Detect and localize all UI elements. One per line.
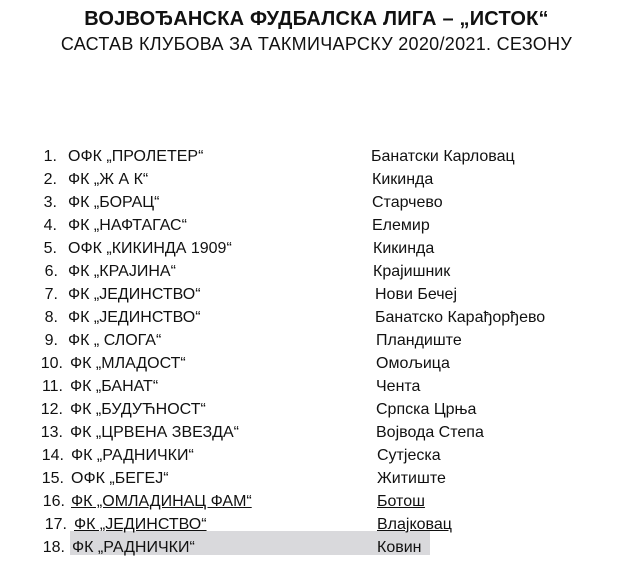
club-name: ФК „БАНАТ“ <box>70 378 159 395</box>
club-town: Војвода Степа <box>376 424 484 441</box>
club-name: ОФК „ПРОЛЕТЕР“ <box>68 148 204 165</box>
club-name: ОФК „КИКИНДА 1909“ <box>68 240 232 257</box>
club-number: 6. <box>44 263 58 280</box>
club-town: Сутјеска <box>377 447 441 464</box>
club-row-11 <box>0 376 633 398</box>
club-number: 7. <box>44 286 58 303</box>
club-name: ФК „БУДУЋНОСТ“ <box>70 401 206 418</box>
club-number: 10. <box>40 355 63 372</box>
club-name: ФК „РАДНИЧКИ“ <box>72 539 195 556</box>
club-row-17 <box>0 514 633 536</box>
club-row-4 <box>0 215 633 237</box>
club-town: Пландиште <box>376 332 462 349</box>
club-name: ОФК „БЕГЕЈ“ <box>71 470 169 487</box>
club-number: 5. <box>43 240 57 257</box>
club-town: Кикинда <box>372 171 434 188</box>
club-town: Елемир <box>372 217 430 234</box>
club-town: Банатско Карађорђево <box>375 309 546 326</box>
club-number: 15. <box>41 470 64 487</box>
club-name: ФК „ЈЕДИНСТВО“ <box>68 309 201 326</box>
club-row-6 <box>0 261 633 283</box>
club-town: Ковин <box>377 539 422 556</box>
club-number: 2. <box>43 171 57 188</box>
club-number: 18. <box>42 539 65 556</box>
document-subtitle: САСТАВ КЛУБОВА ЗА ТАКМИЧАРСКУ 2020/2021. СЕЗОНУ <box>60 34 573 54</box>
club-row-13 <box>0 422 633 444</box>
club-number: 8. <box>44 309 58 326</box>
club-row-12 <box>0 399 633 421</box>
club-town: Нови Бечеј <box>375 286 457 303</box>
club-number: 16. <box>42 493 65 510</box>
club-name: ФК „Ж А К“ <box>68 171 149 188</box>
club-name: ФК „БОРАЦ“ <box>68 194 160 211</box>
club-row-15 <box>0 468 633 490</box>
club-town: Кикинда <box>373 240 435 257</box>
club-name: ФК „ СЛОГА“ <box>68 332 162 349</box>
club-town: Влајковац <box>377 516 452 533</box>
club-number: 17. <box>44 516 67 533</box>
club-town: Омољица <box>376 355 450 372</box>
club-name: ФК „ОМЛАДИНАЦ ФАМ“ <box>71 493 252 510</box>
club-name: ФК „КРАЈИНА“ <box>68 263 176 280</box>
club-row-8 <box>0 307 633 329</box>
club-town: Старчево <box>372 194 443 211</box>
club-number: 13. <box>40 424 63 441</box>
club-town: Ботош <box>377 493 425 510</box>
club-number: 12. <box>40 401 63 418</box>
club-number: 11. <box>41 378 63 395</box>
club-name: ФК „ЦРВЕНА ЗВЕЗДА“ <box>70 424 239 441</box>
club-town: Чента <box>376 378 421 395</box>
club-name: ФК „РАДНИЧКИ“ <box>71 447 194 464</box>
club-row-2 <box>0 169 633 191</box>
club-row-10 <box>0 353 633 375</box>
club-number: 9. <box>44 332 58 349</box>
club-number: 4. <box>43 217 57 234</box>
club-row-18 <box>0 537 633 559</box>
club-number: 14. <box>41 447 64 464</box>
club-row-5 <box>0 238 633 260</box>
document-title: ВОЈВОЂАНСКА ФУДБАЛСКА ЛИГА – „ИСТОК“ <box>84 8 549 30</box>
club-town: Српска Црња <box>376 401 477 418</box>
club-number: 3. <box>43 194 57 211</box>
club-row-14 <box>0 445 633 467</box>
club-name: ФК „НАФТАГАС“ <box>68 217 187 234</box>
club-row-7 <box>0 284 633 306</box>
club-town: Житиште <box>377 470 446 487</box>
club-row-1 <box>0 146 633 168</box>
club-name: ФК „ЈЕДИНСТВО“ <box>68 286 201 303</box>
club-row-9 <box>0 330 633 352</box>
club-town: Крајишник <box>373 263 451 280</box>
club-name: ФК „МЛАДОСТ“ <box>70 355 186 372</box>
club-number: 1. <box>43 148 57 165</box>
club-town: Банатски Карловац <box>371 148 515 165</box>
club-name: ФК „ЈЕДИНСТВО“ <box>74 516 207 533</box>
club-row-16 <box>0 491 633 513</box>
club-row-3 <box>0 192 633 214</box>
